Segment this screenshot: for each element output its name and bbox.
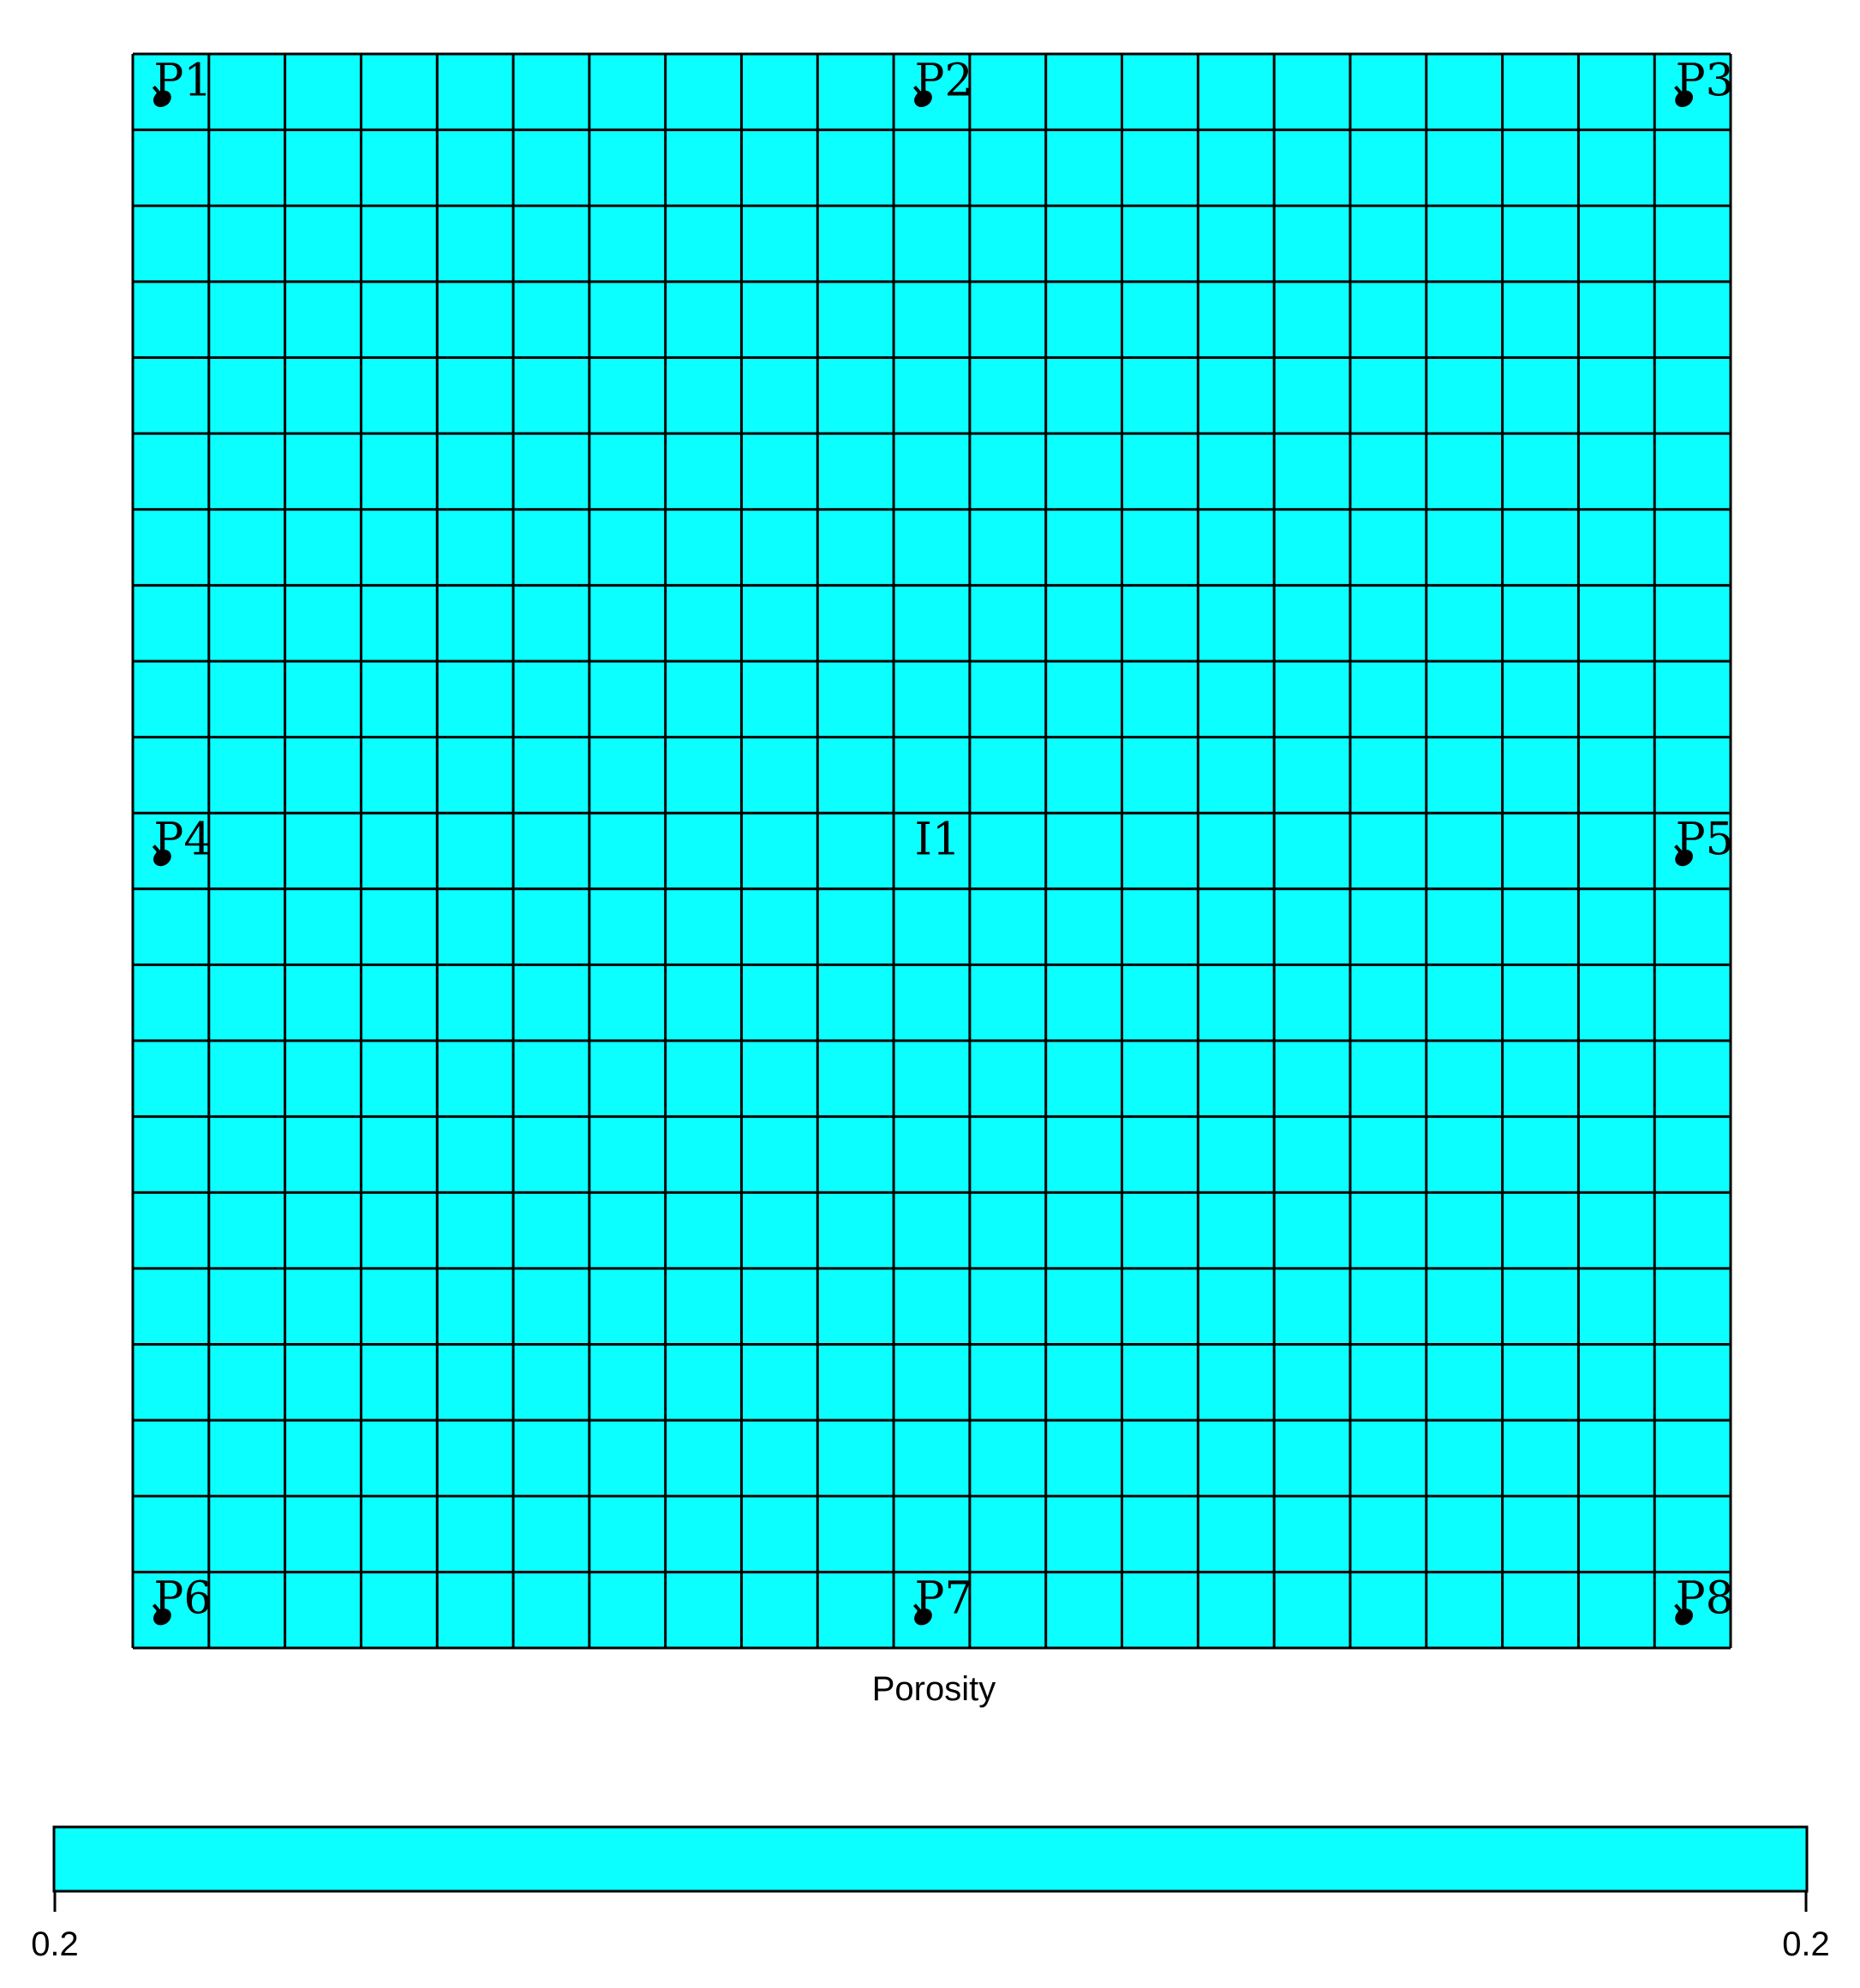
- well-label: P8: [1675, 1573, 1734, 1625]
- well-label: P5: [1675, 814, 1734, 866]
- map-title: Porosity: [871, 1670, 996, 1708]
- well-p5: [1672, 815, 1733, 870]
- well-label: I1: [914, 814, 961, 866]
- well-label: P1: [153, 55, 212, 107]
- well-label: P7: [914, 1573, 973, 1625]
- well-p4: [150, 815, 212, 870]
- color-scale-swatch: [54, 1827, 1807, 1891]
- well-p1: [150, 55, 212, 110]
- well-p6: [150, 1573, 212, 1629]
- scale-max-label: 0.2: [1782, 1925, 1830, 1963]
- well-label: P4: [153, 814, 212, 866]
- well-label: P6: [153, 1573, 212, 1625]
- color-scale-bar: [31, 1827, 1830, 1963]
- well-label: P3: [1675, 55, 1734, 107]
- well-p3: [1672, 55, 1733, 110]
- well-p8: [1672, 1573, 1733, 1629]
- well-label: P2: [914, 55, 973, 107]
- scale-min-label: 0.2: [31, 1925, 79, 1963]
- well-p7: [911, 1573, 972, 1629]
- well-i1: [915, 815, 961, 866]
- well-p2: [911, 55, 972, 110]
